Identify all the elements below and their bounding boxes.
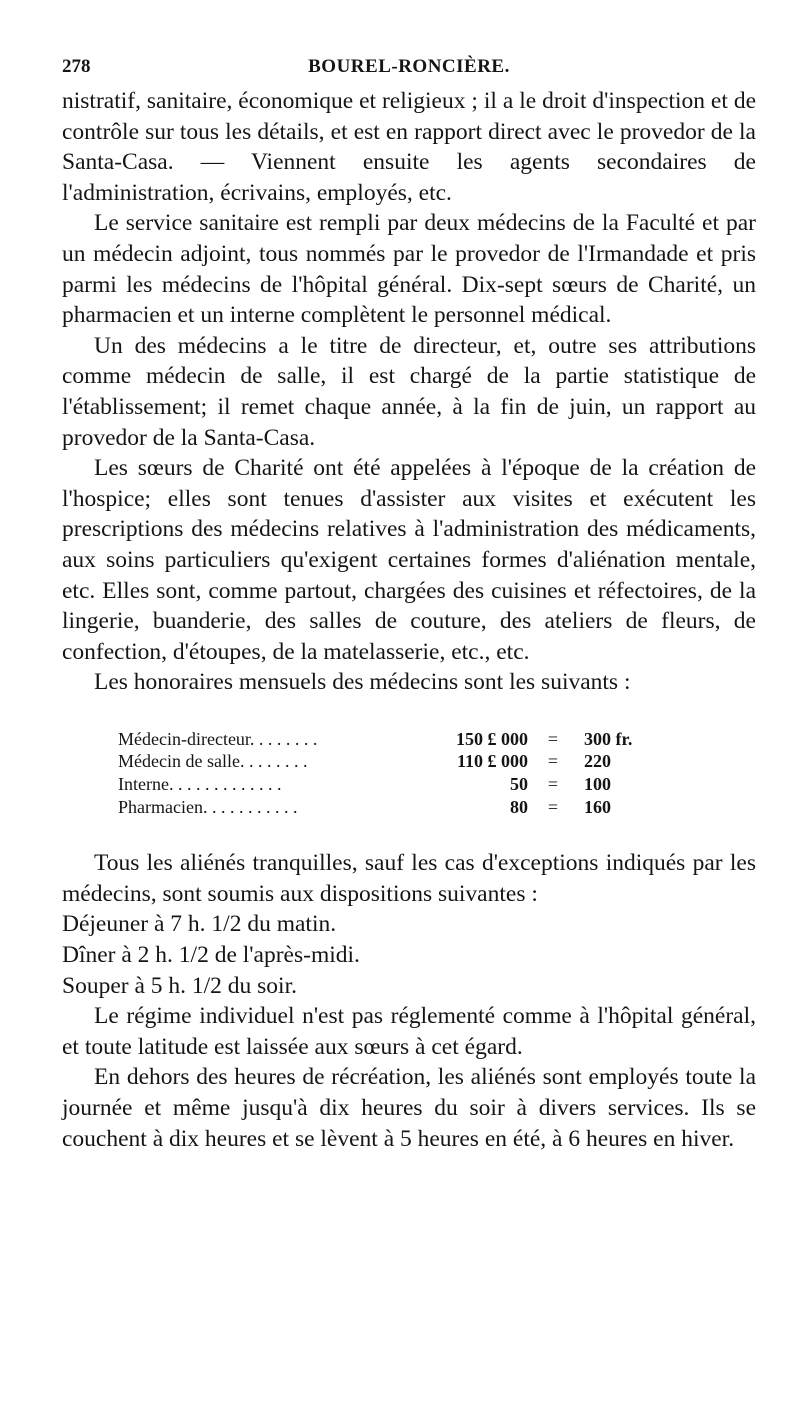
fee-francs: 160: [584, 796, 611, 817]
fee-row: [118, 796, 718, 819]
fee-label: Interne. . . . . . . . . . . . .: [118, 774, 282, 795]
fee-label: Pharmacien. . . . . . . . . . .: [118, 796, 298, 817]
paragraph-fees-intro: Les honoraires mensuels des médecins sont les suivants :: [94, 669, 631, 696]
fee-francs: 300 fr.: [584, 728, 633, 749]
fee-equals: =: [547, 728, 559, 749]
fee-amount: 150 £ 000: [456, 728, 528, 749]
paragraph-continuation: nistratif, sanitaire, économique et religieux ; il a le droit d'inspection et de contrôle sur tous les détails, et est en rapport direct avec le provedor de la Santa-Casa. — Viennent ensuite les agents secondaires de l'administration, écrivains, employés, etc.: [62, 88, 756, 206]
fee-equals: =: [547, 774, 559, 795]
fee-francs: 100: [584, 774, 611, 795]
book-page: [62, 56, 756, 1154]
fee-amount: 50: [510, 774, 528, 795]
paragraph-regime: Le régime individuel n'est pas réglementé comme à l'hôpital général, et toute latitude est laissée aux sœurs à cet égard.: [62, 1003, 756, 1060]
page-number: 278: [62, 56, 91, 77]
fee-equals: =: [547, 796, 559, 817]
fees-table: [118, 728, 718, 818]
meal-dinner: Dîner à 2 h. 1/2 de l'après-midi.: [62, 942, 360, 969]
fee-equals: =: [547, 751, 559, 772]
paragraph-dispositions: Tous les aliénés tranquilles, sauf les cas d'exceptions indiqués par les médecins, sont soumis aux dispositions suivantes :: [62, 850, 756, 907]
paragraph-work-hours: En dehors des heures de récréation, les aliénés sont employés toute la journée et même jusqu'à dix heures du soir à divers services. Ils se couchent à dix heures et se lèvent à 5 heures en été, à 6 heures en hiver.: [62, 1064, 756, 1152]
fee-label: Médecin de salle. . . . . . . .: [118, 751, 308, 772]
fee-francs: 220: [584, 751, 611, 772]
paragraph-director: Un des médecins a le titre de directeur, et, outre ses attributions comme médecin de salle, il est chargé de la partie statistique de l'établissement; il remet chaque année, à la fin de juin, un rapport au provedor de la Santa-Casa.: [62, 332, 756, 451]
fee-amount: 80: [510, 796, 528, 817]
running-head: BOUREL-RONCIÈRE.: [308, 56, 510, 77]
page-header: [62, 56, 756, 86]
meal-supper: Souper à 5 h. 1/2 du soir.: [62, 972, 297, 999]
body-text: [62, 86, 756, 1154]
paragraph-medical-service: Le service sanitaire est rempli par deux médecins de la Faculté et par un médecin adjoint, tous nommés par le provedor de l'Irmandade et pris parmi les médecins de l'hôpital général. Dix-sept sœurs de Charité, un pharmacien et un interne complètent le personnel médical.: [62, 210, 756, 329]
fee-row: [118, 750, 718, 773]
fee-row: [118, 728, 718, 751]
fee-row: [118, 773, 718, 796]
fee-amount: 110 £ 000: [456, 751, 528, 772]
fee-label: Médecin-directeur. . . . . . . .: [118, 728, 318, 749]
meal-breakfast: Déjeuner à 7 h. 1/2 du matin.: [62, 911, 337, 938]
paragraph-sisters-of-charity: Les sœurs de Charité ont été appelées à l'époque de la création de l'hospice; elles sont tenues d'assister aux visites et exécutent les prescriptions des médecins relatives à l'administration des médicaments, aux soins particuliers qu'exigent certaines formes d'aliénation mentale, etc. Elles sont, comme partout, chargées des cuisines et réfectoires, de la lingerie, buanderie, des salles de couture, des ateliers de fleurs, de confection, d'étoupes, de la matelasserie, etc., etc.: [62, 455, 756, 665]
